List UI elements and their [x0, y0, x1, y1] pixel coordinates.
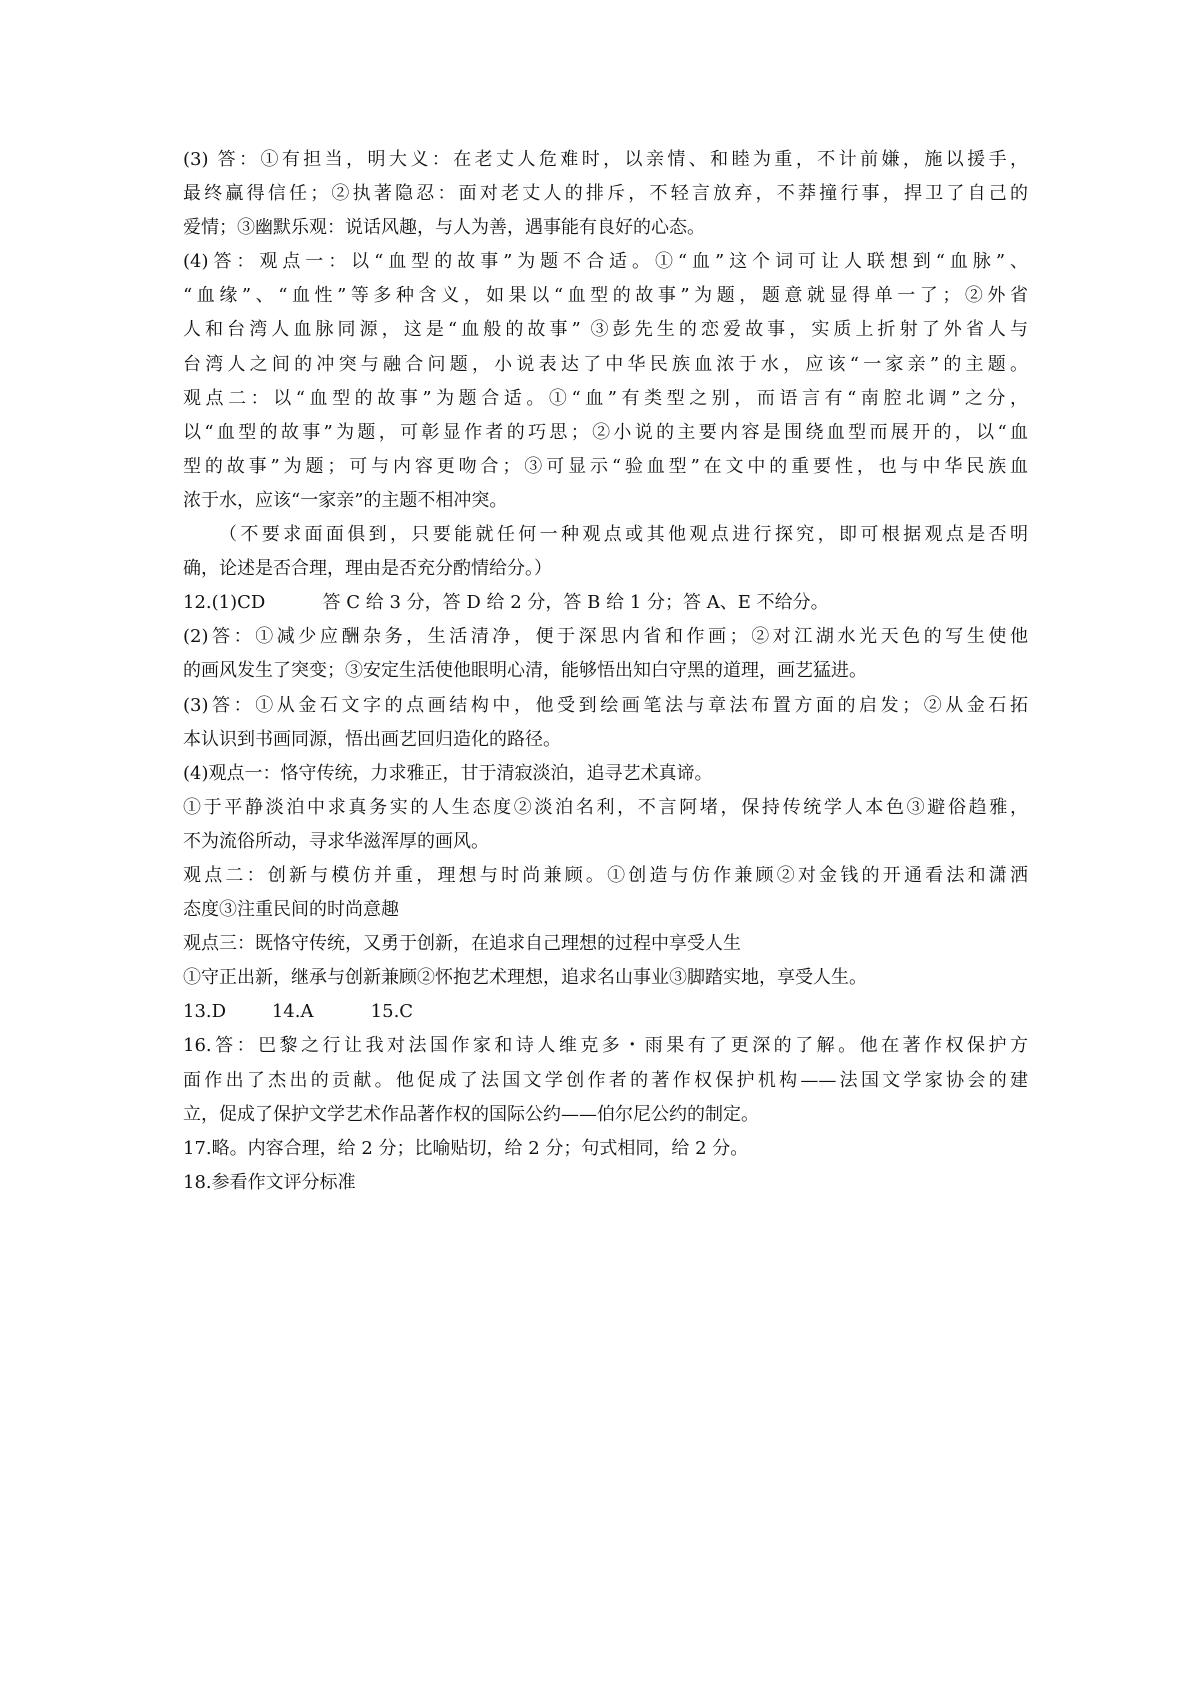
q13-15-answers: 13.D 14.A 15.C — [183, 1001, 414, 1023]
q11-4-viewpoint-two-line-4: 浓于水，应该“一家亲”的主题不相冲突。 — [183, 489, 508, 511]
q12-4-viewpoint-one-detail-line-1: ①于平静淡泊中求真务实的人生态度②淡泊名利，不言阿堵，保持传统学人本色③避俗趋雅， — [183, 796, 1028, 818]
q11-3-answer-line-3: 爱情；③幽默乐观：说话风趣，与人为善，遇事能有良好的心态。 — [183, 217, 705, 239]
q12-4-viewpoint-three: 观点三：既恪守传统，又勇于创新，在追求自己理想的过程中享受人生 — [183, 933, 741, 955]
q11-4-answer-line-4: 台湾人之间的冲突与融合问题，小说表达了中华民族血浓于水，应该“一家亲”的主题。 — [183, 353, 1028, 375]
q12-4-viewpoint-one-detail-line-2: 不为流俗所动，寻求华滋浑厚的画风。 — [183, 830, 489, 852]
q12-2-answer-line-2: 的画风发生了突变；③安定生活使他眼明心清，能够悟出知白守黑的道理，画艺猛进。 — [183, 660, 867, 682]
q16-answer-line-1: 16.答：巴黎之行让我对法国作家和诗人维克多・雨果有了更深的了解。他在著作权保护方 — [183, 1035, 1028, 1057]
q11-4-viewpoint-two-line-2: 以“血型的故事”为题，可彰显作者的巧思；②小说的主要内容是围绕血型而展开的，以“血 — [183, 421, 1028, 443]
q12-1-answer: 12.(1)CD 答 C 给 3 分，答 D 给 2 分，答 B 给 1 分；答 A、E 不给分。 — [183, 592, 829, 614]
grading-note-line-1: （不要求面面俱到，只要能就任何一种观点或其他观点进行探究，即可根据观点是否明 — [219, 524, 1028, 546]
q17-answer: 17.略。内容合理，给 2 分；比喻贴切，给 2 分；句式相同，给 2 分。 — [183, 1137, 749, 1159]
q11-4-viewpoint-two-line-3: 型的故事”为题；可与内容更吻合；③可显示“验血型”在文中的重要性，也与中华民族血 — [183, 455, 1028, 477]
answer-key-page — [183, 143, 1028, 1200]
grading-note-line-2: 确，论述是否合理，理由是否充分酌情给分。） — [183, 558, 552, 580]
q11-3-answer-line-2: 最终赢得信任；②执著隐忍：面对老丈人的排斥，不轻言放弃，不莽撞行事，捍卫了自己的 — [183, 183, 1028, 205]
q16-answer-line-2: 面作出了杰出的贡献。他促成了法国文学创作者的著作权保护机构——法国文学家协会的建 — [183, 1069, 1028, 1091]
q12-4-viewpoint-two-line-2: 态度③注重民间的时尚意趣 — [183, 899, 399, 921]
q12-4-viewpoint-two-line-1: 观点二：创新与模仿并重，理想与时尚兼顾。①创造与仿作兼顾②对金钱的开通看法和潇洒 — [183, 864, 1028, 886]
q16-answer-line-3: 立，促成了保护文学艺术作品著作权的国际公约——伯尔尼公约的制定。 — [183, 1103, 759, 1125]
q12-4-viewpoint-one: (4)观点一：恪守传统，力求雅正，甘于清寂淡泊，追寻艺术真谛。 — [183, 762, 713, 784]
q11-4-viewpoint-two-line-1: 观点二：以“血型的故事”为题合适。①“血”有类型之别，而语言有“南腔北调”之分， — [183, 387, 1028, 409]
q11-4-answer-line-2: “血缘”、“血性”等多种含义，如果以“血型的故事”为题，题意就显得单一了；②外省 — [183, 285, 1028, 307]
q12-2-answer-line-1: (2)答：①减少应酬杂务，生活清净，便于深思内省和作画；②对江湖水光天色的写生使他 — [183, 626, 1028, 648]
q12-3-answer-line-1: (3)答：①从金石文字的点画结构中，他受到绘画笔法与章法布置方面的启发；②从金石拓 — [183, 694, 1028, 716]
q11-4-answer-line-3: 人和台湾人血脉同源，这是“血般的故事” ③彭先生的恋爱故事，实质上折射了外省人与 — [183, 319, 1028, 341]
q12-3-answer-line-2: 本认识到书画同源，悟出画艺回归造化的路径。 — [183, 728, 561, 750]
q11-4-answer-line-1: (4)答：观点一：以“血型的故事”为题不合适。①“血”这个词可让人联想到“血脉”、 — [183, 251, 1028, 273]
q18-answer: 18.参看作文评分标准 — [183, 1171, 356, 1193]
q11-3-answer-line-1: (3) 答：①有担当，明大义：在老丈人危难时，以亲情、和睦为重，不计前嫌，施以援手， — [183, 149, 1028, 170]
q12-4-viewpoint-three-detail: ①守正出新，继承与创新兼顾②怀抱艺术理想，追求名山事业③脚踏实地，享受人生。 — [183, 967, 867, 989]
